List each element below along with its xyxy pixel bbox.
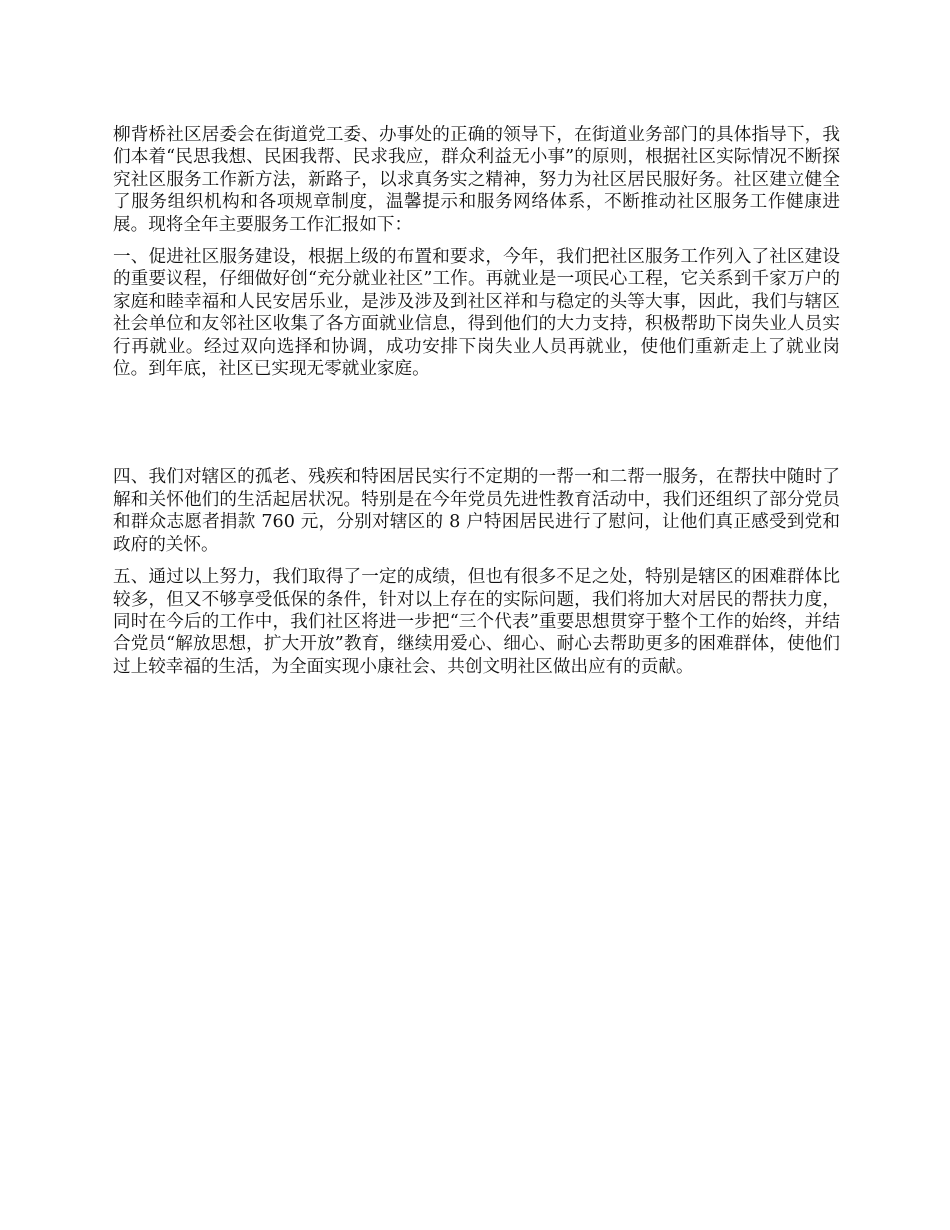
blank-gap (113, 380, 840, 466)
section-one-paragraph: 一、促进社区服务建设，根据上级的布置和要求，今年，我们把社区服务工作列入了社区建设的重要议程，仔细做好创“充分就业社区”工作。再就业是一项民心工程，它关系到千家万户的家庭和睦幸福和人民安居乐业，是涉及涉及到社区祥和与稳定的头等大事，因此，我们与辖区社会单位和友邻社区收集了各方面就业信息，得到他们的大力支持，积极帮助下岗失业人员实行再就业。经过双向选择和协调，成功安排下岗失业人员再就业，使他们重新走上了就业岗位。到年底，社区已实现无零就业家庭。 (113, 247, 840, 380)
section-five-paragraph: 五、通过以上努力，我们取得了一定的成绩，但也有很多不足之处，特别是辖区的困难群体比较多，但又不够享受低保的条件，针对以上存在的实际问题，我们将加大对居民的帮扶力度，同时在今后的工作中，我们社区将进一步把“三个代表”重要思想贯穿于整个工作的始终，并结合党员“解放思想，扩大开放”教育，继续用爱心、细心、耐心去帮助更多的困难群体，使他们过上较幸福的生活，为全面实现小康社会、共创文明社区做出应有的贡献。 (113, 567, 840, 677)
document-body (113, 124, 840, 678)
section-four-paragraph: 四、我们对辖区的孤老、残疾和特困居民实行不定期的一帮一和二帮一服务，在帮扶中随时了解和关怀他们的生活起居状况。特别是在今年党员先进性教育活动中，我们还组织了部分党员和群众志愿者捐款 760 元，分别对辖区的 8 户特困居民进行了慰问，让他们真正感受到党和政府的关怀。 (113, 467, 840, 555)
intro-paragraph: 柳背桥社区居委会在街道党工委、办事处的正确的领导下，在街道业务部门的具体指导下，我们本着“民思我想、民困我帮、民求我应，群众利益无小事”的原则，根据社区实际情况不断探究社区服务工作新方法，新路子，以求真务实之精神，努力为社区居民服好务。社区建立健全了服务组织机构和各项规章制度，温馨提示和服务网络体系，不断推动社区服务工作健康进展。现将全年主要服务工作汇报如下： (113, 125, 840, 235)
